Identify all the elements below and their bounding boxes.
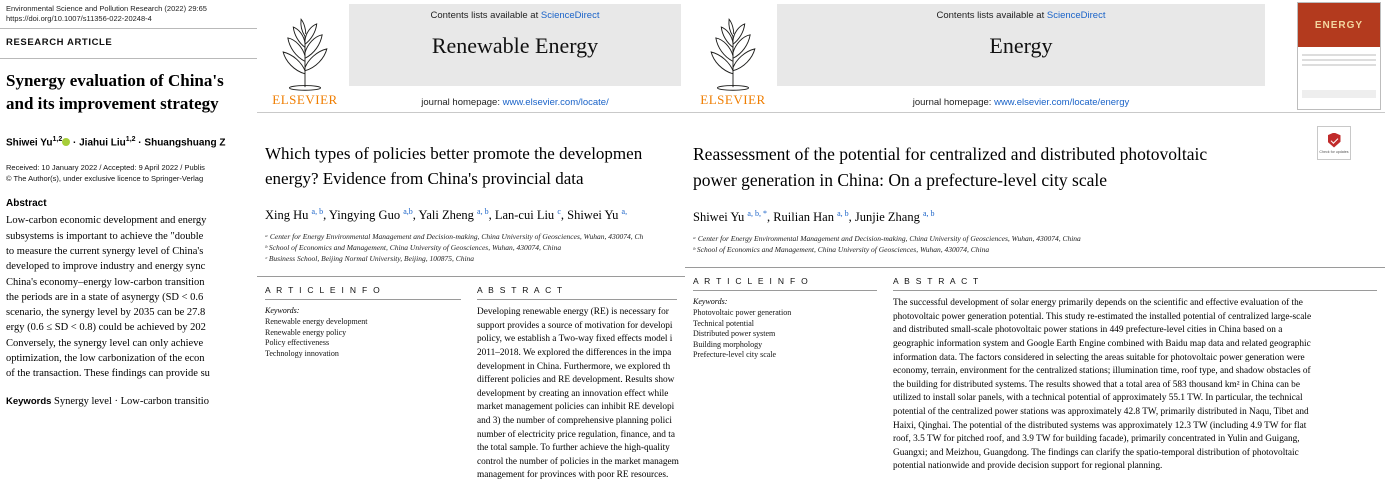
keyword-item: Technology innovation [265,348,339,358]
journal-homepage-link[interactable]: www.elsevier.com/locate/energy [994,97,1130,108]
author-name-1: Shiwei Yu [6,137,53,149]
abstract-line: potential nationwide and provide decision support for regional planning. [893,461,1163,472]
author-list: Shiwei Yu $^{a, b, *}$, Ruilian Han $^{a, b}$, Junjie Zhang $^{a, b}$ [693,209,935,225]
abstract-line: Haixi, Qinghai. The potential of the distributed systems was approximately 12.3 TW (including 4.9 TW for flat [893,420,1307,431]
abstract-heading: A B S T R A C T [893,276,981,287]
received-accepted-line: Received: 10 January 2022 / Accepted: 9 April 2022 / Publis [6,163,205,173]
abstract-line: Developing renewable energy (RE) is necessary for [477,307,669,318]
info-abstract-columns [685,267,1385,474]
sciencedirect-link[interactable]: ScienceDirect [540,10,600,21]
keywords-list [693,308,877,361]
paper-panel-springer [0,0,258,484]
elsevier-tree-icon [694,13,772,91]
cover-text-line [1302,59,1376,61]
journal-homepage-link[interactable]: www.elsevier.com/locate/ [502,97,609,108]
abstract-body [0,211,257,381]
sciencedirect-link[interactable]: ScienceDirect [1046,10,1106,21]
abstract-line: subsystems is important to achieve the "double [6,230,204,242]
copyright-line: © The Author(s), under exclusive licence to Springer-Verlag [6,174,204,184]
abstract-line: scenario, the synergy level by 2035 can be 27.8 [6,307,206,319]
author-affil-marker: a, b [311,207,324,216]
author-affil-marker: a,b [403,207,413,216]
affiliation-line: ᵇ School of Economics and Management, China University of Geosciences, Wuhan, 430074, China [693,245,990,255]
orcid-icon [62,138,70,146]
abstract-line: market management policies can inhibit RE developi [477,402,675,413]
article-title [257,113,685,191]
affiliation-list [257,223,685,264]
author-affil-marker: a, b [922,209,935,218]
keyword-item: Prefecture-level city scale [693,350,777,360]
contents-prefix: Contents lists available at [936,10,1047,21]
elsevier-wordmark: ELSEVIER [272,92,338,107]
journal-name: Renewable Energy [431,33,599,58]
title-line-1: Synergy evaluation of China's [6,71,224,90]
paper-panel-energy [685,0,1385,484]
cover-footer-block [1302,90,1376,98]
abstract-body [477,306,677,483]
contents-line [349,4,681,21]
journal-band [349,4,681,86]
journal-name: Energy [989,33,1053,58]
abstract-line: geographic information system and Google Earth Engine combined with Baidu map data and related geographic [893,338,1311,349]
elsevier-logo [691,4,775,108]
author-separator-1: · Jiahui Liu [70,137,126,149]
abstract-line: different policies and RE development. Results show [477,375,675,386]
author-affil-marker: a, b, * [747,209,767,218]
page-title [0,59,257,115]
abstract-line: Conversely, the synergy level can only achieve [6,337,204,349]
paper-panel-renewable-energy [257,0,686,484]
author-name-3: · Shuangshuang Z [135,137,226,149]
contents-line [777,4,1265,21]
keyword-item: Renewable energy policy [265,327,347,337]
elsevier-wordmark: ELSEVIER [700,92,766,107]
keywords-label: Keywords: [265,306,300,316]
author-affil-marker: a, b [837,209,849,218]
article-info-rule [693,290,877,291]
title-line-1: Which types of policies better promote the developmen [265,144,643,163]
abstract-heading: A B S T R A C T [477,285,565,296]
keywords-line [0,382,257,409]
abstract-line: information data. The factors considered in selecting the areas suitable for photovoltaic power generation were [893,352,1305,363]
abstract-line: utilized to install solar panels, with a technical potential of approximately 55.1 TW. In particular, the technical [893,393,1303,404]
keyword-item: Photovoltaic power generation [693,308,792,318]
abstract-line: the total sample. To further achieve the high-quality [477,443,670,454]
journal-masthead [685,0,1385,113]
title-line-1: Reassessment of the potential for centralized and distributed photovoltaic [693,144,1208,164]
abstract-line: roof, 3.5 TW for pitched roof, and 3.9 TW for building facade), primarily concentrated in Yulin and Guigang, [893,434,1300,445]
affiliation-line: ᵇ School of Economics and Management, China University of Geosciences, Wuhan, 430074, China [265,243,562,253]
keyword-item: Distributed power system [693,329,776,339]
cover-body [1298,47,1380,102]
crossmark-shield-icon [1328,133,1341,148]
abstract-line: of the transaction. These findings can provide su [6,368,210,380]
abstract-line: management for provinces with poor RE resources. [477,470,669,481]
author-affil-marker-2: 1,2 [125,136,136,143]
author-affil-marker-1: 1,2 [52,136,63,143]
keyword-item: Renewable energy development [265,317,368,327]
keyword-item: Building morphology [693,339,763,349]
elsevier-tree-icon [266,13,344,91]
info-abstract-columns [257,276,685,483]
article-info-rule [265,299,461,300]
abstract-line: to measure the current synergy level of China's [6,245,204,257]
abstract-line: economy, terrain, environment for the centralized stations; illumination time, roof type, and shadow obstacles of [893,366,1311,377]
author-affil-marker: c [557,207,561,216]
journal-band [777,4,1265,86]
abstract-column [885,276,1385,474]
article-info-column [685,276,885,474]
affiliation-line: ᵃ Center for Energy Environmental Management and Decision-making, China University of Geosciences, Wuhan, 430074, China [693,234,1081,244]
abstract-line: and 3) the number of comprehensive planning polici [477,415,672,426]
abstract-line: policy, we establish a Two-way fixed effects model i [477,334,673,345]
title-line-2: energy? Evidence from China's provincial data [265,169,584,188]
journal-masthead [257,0,685,113]
author-list [0,115,257,150]
abstract-line: development by creating an innovation effect while [477,388,669,399]
title-line-2: and its improvement strategy [6,94,219,113]
affiliation-list [685,225,1385,255]
article-title [685,113,1385,193]
doi-line: https://doi.org/10.1007/s11356-022-20248-4 [6,14,152,23]
abstract-rule [477,299,677,300]
abstract-line: number of electricity price regulation, finance, and ta [477,429,675,440]
abstract-column [469,285,685,483]
keywords-label: Keywords [6,395,52,407]
abstract-line: control the number of policies in the market managem [477,456,679,467]
journal-cover-thumbnail [1297,2,1381,110]
journal-citation-line: Environmental Science and Pollution Research (2022) 29:65 [6,4,207,13]
cover-text-line [1302,64,1376,66]
publication-dates [0,150,257,184]
cover-text-line [1302,54,1376,56]
journal-homepage-line [777,97,1265,108]
article-info-heading: A R T I C L E I N F O [693,276,810,287]
abstract-line: 2011–2018. We explored the differences in the impa [477,347,672,358]
abstract-line: and distributed small-scale photovoltaic power stations in 449 prefecture-level cities in China based on a [893,325,1283,336]
abstract-heading: Abstract [6,198,47,210]
abstract-line: photovoltaic power generation potential. This study re-estimated the installed potential of centralized large-scale [893,311,1312,322]
article-type-label: RESEARCH ARTICLE [6,37,113,48]
keywords-values: Synergy level · Low-carbon transitio [51,395,209,407]
abstract-line: developed to improve industry and energy sync [6,261,206,273]
keywords-list [265,317,461,359]
abstract-line: ergy (0.6 ≤ SD < 0.8) could be achieved by 202 [6,322,206,334]
keyword-item: Technical potential [693,318,754,328]
journal-reference [0,0,257,26]
abstract-line: The successful development of solar energy primarily depends on the scientific and effective evaluation of the [893,298,1303,309]
keyword-item: Policy effectiveness [265,338,330,348]
cover-journal-title: ENERGY [1314,19,1364,31]
affiliation-line: ᵃ Center for Energy Environmental Management and Decision-making, China University of Geosciences, Wuhan, 430074, Ch [265,232,644,242]
homepage-prefix: journal homepage: [912,97,995,108]
abstract-line: the building for distributed systems. The results showed that a total area of 583 thousand km² in China can be [893,379,1300,390]
author-affil-marker: a, [621,207,628,216]
elsevier-logo [263,4,347,108]
crossmark-label: Check for updates [1319,149,1349,154]
affiliation-line: ᶜ Business School, Beijing Normal University, Beijing, 100875, China [265,254,475,264]
author-affil-marker: a, b [477,207,489,216]
contents-prefix: Contents lists available at [430,10,541,21]
article-info-column [257,285,469,483]
crossmark-badge[interactable] [1317,126,1351,160]
abstract-line: Guangxi; and Meizhou, Guangdong. The findings can clarify the spatio-temporal distribution of photovoltaic [893,447,1299,458]
abstract-line: the periods are in a state of asynergy (SD < 0.6 [6,291,204,303]
article-info-heading: A R T I C L E I N F O [265,285,382,296]
abstract-body [893,297,1377,474]
journal-homepage-line [349,97,681,108]
abstract-line: China's economy–energy low-carbon transition [6,276,205,288]
abstract-line: Low-carbon economic development and energy [6,215,207,227]
abstract-line: optimization, the low carbonization of the econ [6,353,205,364]
abstract-line: potential of the centralized power stations was approximately 42.8 TW, primarily distributed in Naqu, Tibet and [893,406,1309,417]
abstract-rule [893,290,1377,291]
homepage-prefix: journal homepage: [421,97,503,108]
abstract-line: support provides a source of motivation for developi [477,320,673,331]
author-list: Xing Hu $^{a, b}$, Yingying Guo $^{a,b}$, Yali Zheng $^{a, b}$, Lan-cui Liu $^c$, Shiwei Yu $^{a,}$ [265,207,628,223]
title-line-2: power generation in China: On a prefecture-level city scale [693,170,1107,190]
keywords-label: Keywords: [693,297,728,307]
abstract-line: development in China. Furthermore, we explored th [477,361,671,372]
cover-banner [1298,3,1380,47]
